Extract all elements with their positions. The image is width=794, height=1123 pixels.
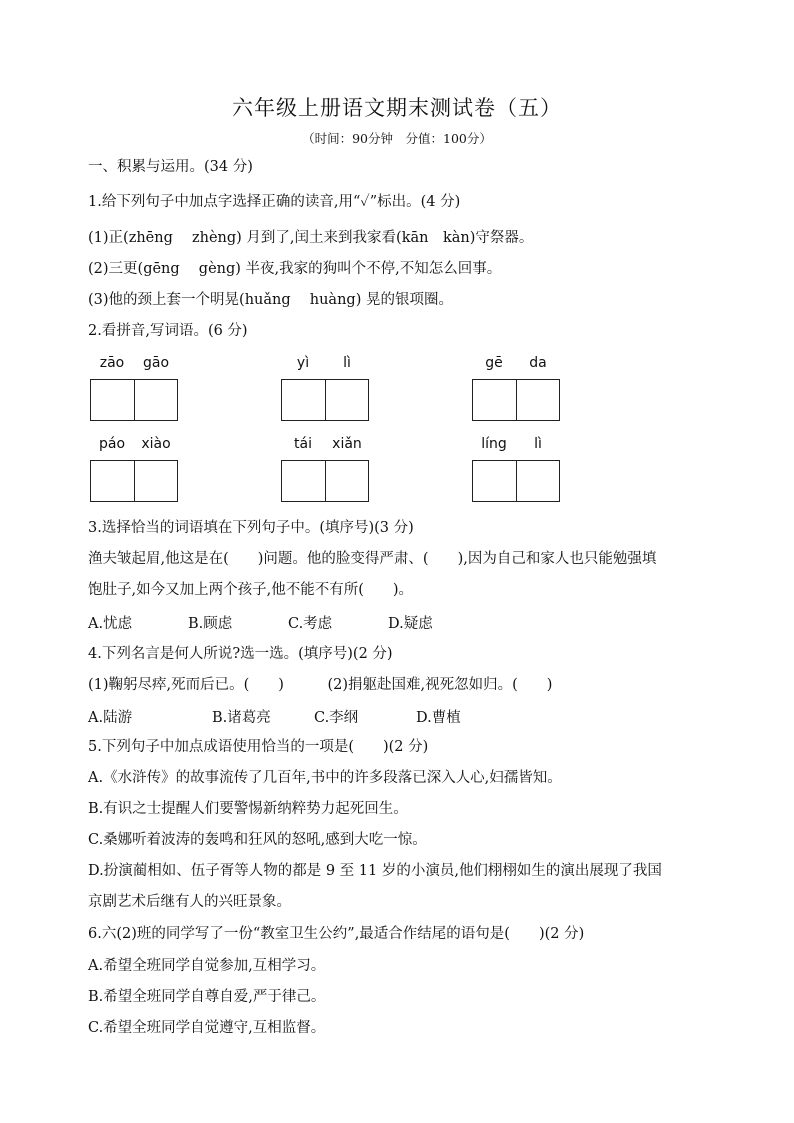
pinyin-label: gāo	[142, 355, 170, 371]
pinyin-label: yì	[296, 355, 310, 371]
pinyin-label: lì	[343, 355, 351, 371]
q5-option-d-cont: 京剧艺术后继有人的兴旺景象。	[88, 894, 291, 910]
q4-choices	[88, 706, 461, 727]
q1-line-2: (2)三更(gēng gèng) 半夜,我家的狗叫个不停,不知怎么回事。	[88, 261, 502, 277]
q1-line-3: (3)他的颈上套一个明晃(huǎng huàng) 晃的银项圈。	[88, 292, 453, 308]
pinyin-label: da	[529, 355, 547, 371]
q1-line-1: (1)正(zhēng zhèng) 月到了,闰土来到我家看(kān kàn)守祭器。	[88, 230, 534, 246]
choice-b: B.顾虑	[188, 616, 233, 632]
choice-a: A.忧虑	[88, 616, 133, 632]
q3-line-1: 渔夫皱起眉,他这是在( )问题。他的脸变得严肃、( ),因为自己和家人也只能勉强填	[88, 551, 657, 567]
q6-option-b: B.希望全班同学自尊自爱,严于律己。	[88, 989, 326, 1005]
q5-option-b: B.有识之士提醒人们要警惕新纳粹势力起死回生。	[88, 801, 408, 817]
choice-c: C.考虑	[288, 616, 333, 632]
q5-option-a: A.《水浒传》的故事流传了几百年,书中的许多段落已深入人心,妇孺皆知。	[88, 770, 562, 786]
choice-d: D.曹植	[416, 710, 461, 726]
writing-box[interactable]	[472, 379, 560, 421]
choice-d: D.疑虑	[388, 616, 433, 632]
q3-line-2: 饱肚子,如今又加上两个孩子,他不能不有所( )。	[88, 582, 414, 598]
choice-c: C.李纲	[314, 710, 359, 726]
writing-box[interactable]	[472, 460, 560, 502]
pinyin-label: lì	[534, 436, 542, 452]
q6-stem: 6.六(2)班的同学写了一份“教室卫生公约”,最适合作结尾的语句是( )(2 分)	[88, 926, 585, 942]
q5-stem: 5.下列句子中加点成语使用恰当的一项是( )(2 分)	[88, 739, 429, 755]
choice-a: A.陆游	[88, 710, 133, 726]
q3-choices	[88, 612, 433, 633]
pinyin-label: xiào	[141, 436, 171, 452]
exam-title: 六年级上册语文期末测试卷（五）	[232, 96, 562, 120]
writing-box[interactable]	[90, 460, 178, 502]
q2-stem: 2.看拼音,写词语。(6 分)	[88, 323, 248, 339]
section-1-heading: 一、积累与运用。(34 分)	[88, 159, 253, 175]
pinyin-label: zāo	[99, 355, 125, 371]
exam-subtitle: （时间：90分钟 分值：100分）	[302, 131, 492, 146]
q4-stem: 4.下列名言是何人所说?选一选。(填序号)(2 分)	[88, 646, 393, 662]
choice-b: B.诸葛亮	[212, 710, 271, 726]
q5-option-d: D.扮演蔺相如、伍子胥等人物的都是 9 至 11 岁的小演员,他们栩栩如生的演出展现了我国	[88, 863, 662, 879]
q1-stem: 1.给下列句子中加点字选择正确的读音,用“✓”标出。(4 分)	[88, 194, 461, 210]
pinyin-label: gē	[485, 355, 503, 371]
q5-option-c: C.桑娜听着波涛的轰鸣和狂风的怒吼,感到大吃一惊。	[88, 832, 427, 848]
writing-box[interactable]	[281, 379, 369, 421]
pinyin-label: páo	[98, 436, 126, 452]
pinyin-label: líng	[481, 436, 507, 452]
writing-box[interactable]	[90, 379, 178, 421]
q6-option-a: A.希望全班同学自觉参加,互相学习。	[88, 958, 326, 974]
q4-line: (1)鞠躬尽瘁,死而后已。( ) (2)捐躯赴国难,视死忽如归。( )	[88, 677, 553, 693]
pinyin-label: xiǎn	[332, 436, 362, 452]
pinyin-label: tái	[294, 436, 312, 452]
writing-box[interactable]	[281, 460, 369, 502]
q3-stem: 3.选择恰当的词语填在下列句子中。(填序号)(3 分)	[88, 520, 414, 536]
q6-option-c: C.希望全班同学自觉遵守,互相监督。	[88, 1020, 326, 1036]
